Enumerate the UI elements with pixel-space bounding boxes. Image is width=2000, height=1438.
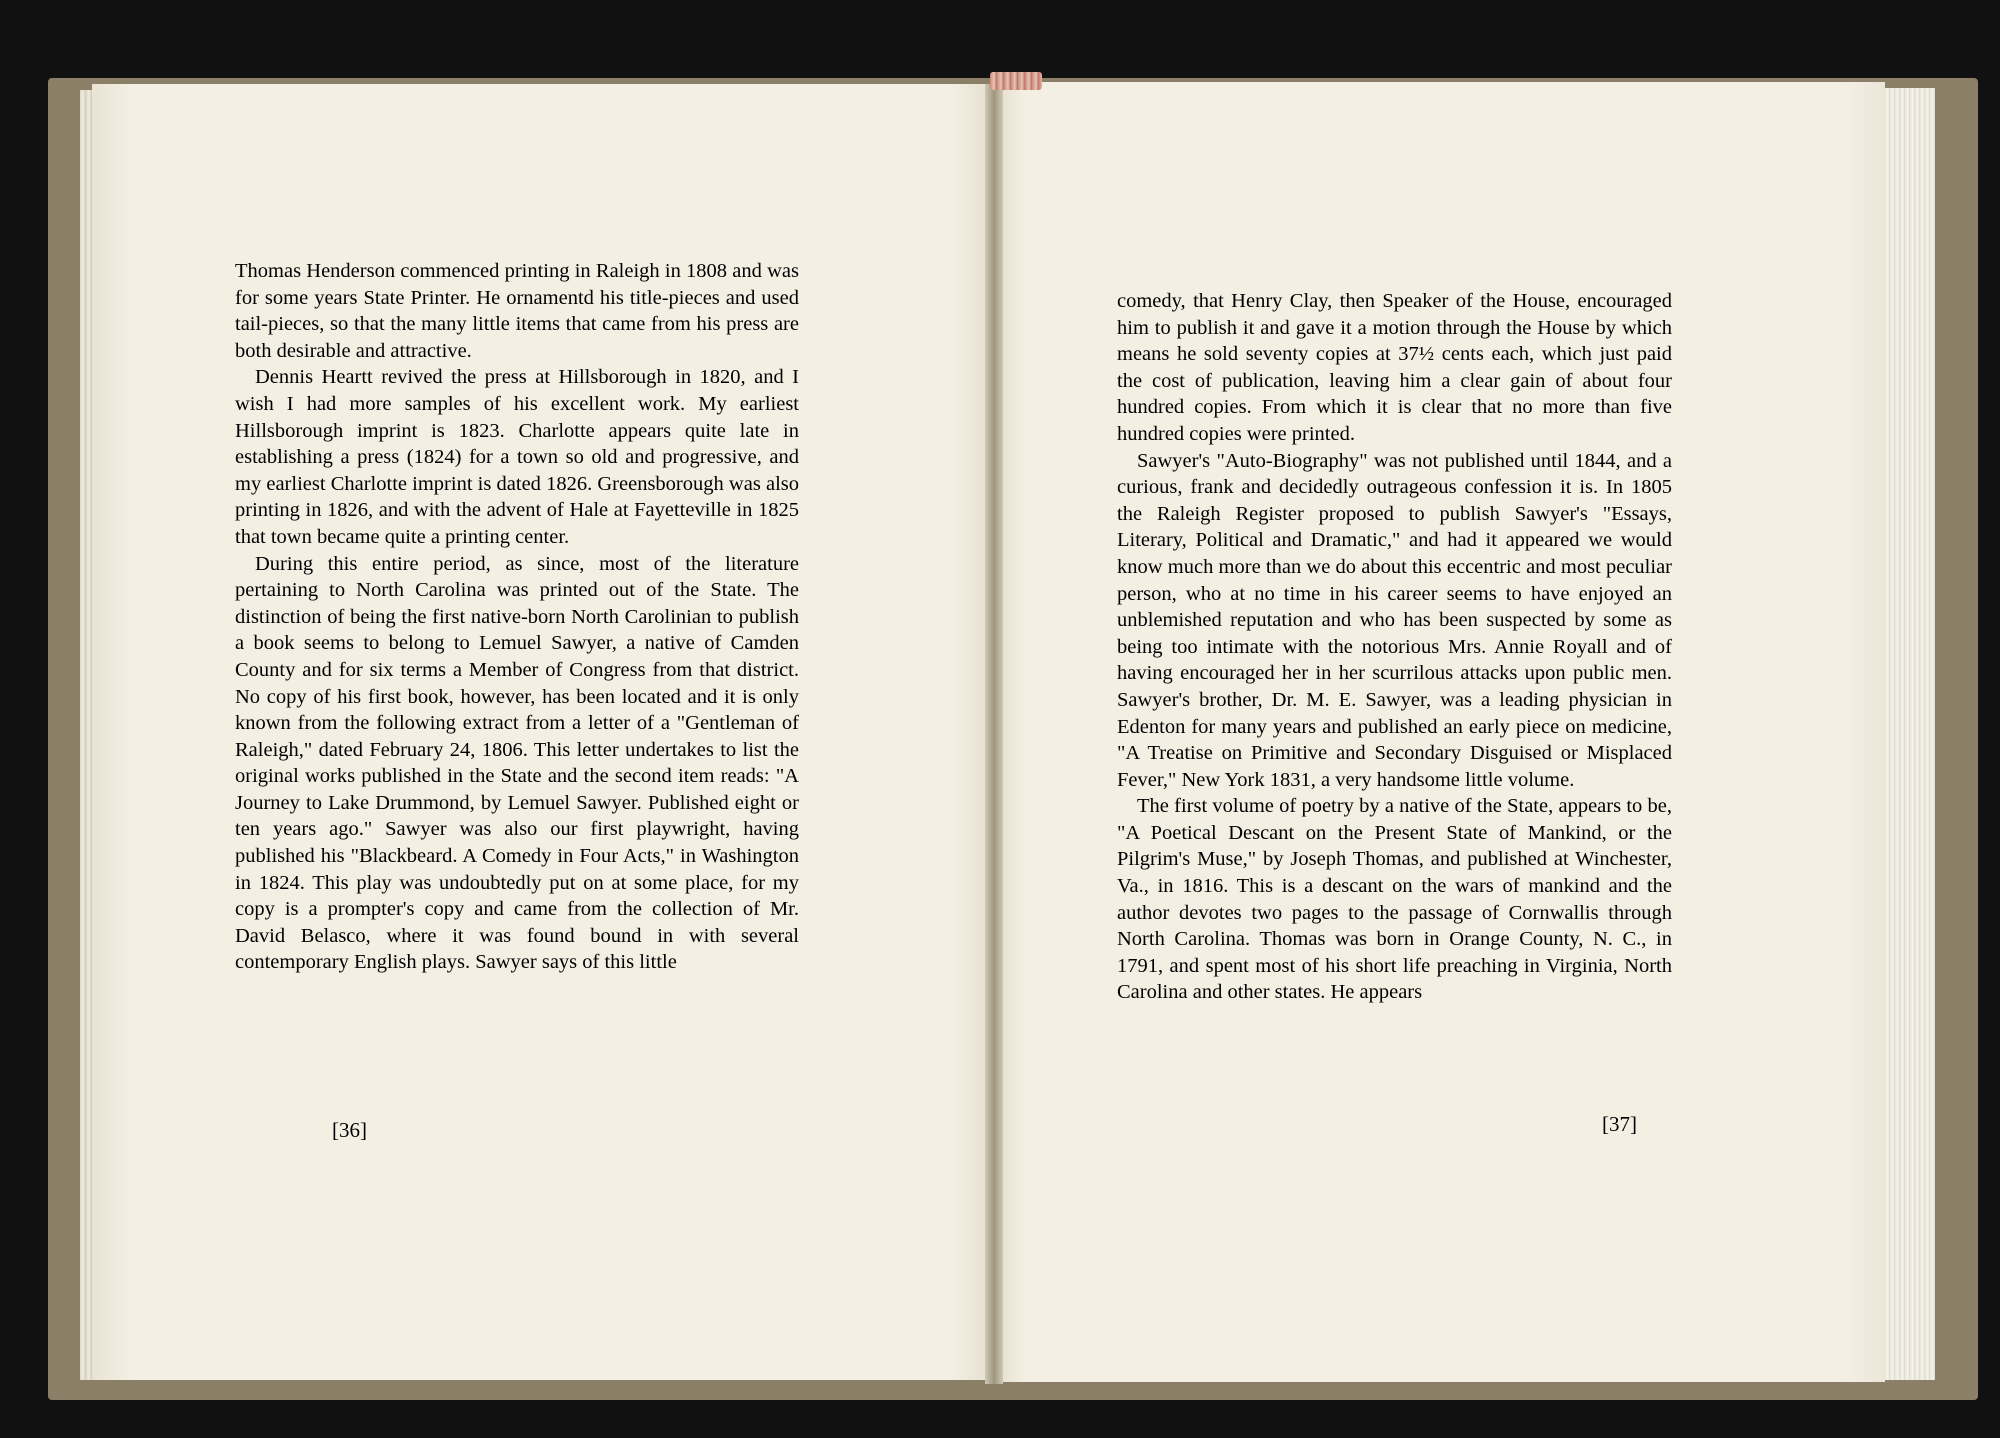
page-number-left: [36] (332, 1118, 367, 1142)
right-page-text (1117, 288, 1672, 1006)
left-page-text (235, 258, 799, 976)
binding-thread (990, 72, 1042, 90)
paragraph: Sawyer's "Auto-Biography" was not published until 1844, and a curious, frank and decidedly outrageous confession it is. In 1805 the Raleigh Register proposed to publish Sawyer's "Essays, Literary, Political and Dramatic," and had it appeared we would know much more than we do about this eccentric and most peculiar person, who at no time in his career seems to have enjoyed an unblemished reputation and who has been suspected by some as being too intimate with the notorious Mrs. Annie Royall and of having encouraged her in her scurrilous attacks upon public men. Sawyer's brother, Dr. M. E. Sawyer, was a leading physician in Edenton for many years and published an early piece on medicine, "A Treatise on Primitive and Secondary Disguised or Misplaced Fever," New York 1831, a very handsome little volume. (1117, 449, 1672, 791)
paragraph: Dennis Heartt revived the press at Hillsborough in 1820, and I wish I had more samples of his excellent work. My earliest Hillsborough imprint is 1823. Charlotte appears quite late in establishing a press (1824) for a town so old and progressive, and my earliest Charlotte imprint is dated 1826. Greensborough was also printing in 1826, and with the advent of Hale at Fayetteville in 1825 that town became quite a printing center. (235, 366, 799, 548)
page-number-right: [37] (1602, 1112, 1637, 1136)
paragraph: The first volume of poetry by a native of the State, appears to be, "A Poetical Descant on the Present State of Mankind, or the Pilgrim's Muse," by Joseph Thomas, and published at Winchester, Va., in 1816. This is a descant on the wars of mankind and the author devotes two pages to the passage of Cornwallis through North Carolina. Thomas was born in Orange County, N. C., in 1791, and spent most of his short life preaching in Virginia, North Carolina and other states. He appears (1117, 795, 1672, 1004)
book-gutter (985, 84, 1003, 1384)
paragraph: comedy, that Henry Clay, then Speaker of the House, encouraged him to publish it and gave it a motion through the House by which means he sold seventy copies at 37½ cents each, which just paid the cost of publication, leaving him a clear gain of about four hundred copies. From which it is clear that no more than five hundred copies were printed. (1117, 290, 1672, 445)
paragraph: Thomas Henderson commenced printing in Raleigh in 1808 and was for some years State Printer. He ornamentd his title-pieces and used tail-pieces, so that the many little items that came from his press are both desirable and attractive. (235, 260, 799, 362)
paragraph: During this entire period, as since, most of the literature pertaining to North Carolina was printed out of the State. The distinction of being the first native-born North Carolinian to publish a book seems to belong to Lemuel Sawyer, a native of Camden County and for six terms a Member of Congress from that district. No copy of his first book, however, has been located and it is only known from the following extract from a letter of a "Gentleman of Raleigh," dated February 24, 1806. This letter undertakes to list the original works published in the State and the second item reads: "A Journey to Lake Drummond, by Lemuel Sawyer. Published eight or ten years ago." Sawyer was also our first playwright, having published his "Blackbeard. A Comedy in Four Acts," in Washington in 1824. This play was undoubtedly put on at some place, for my copy is a prompter's copy and came from the collection of Mr. David Belasco, where it was found bound in with several contemporary English plays. Sawyer says of this little (235, 552, 799, 974)
right-page-edges (1885, 88, 1935, 1380)
